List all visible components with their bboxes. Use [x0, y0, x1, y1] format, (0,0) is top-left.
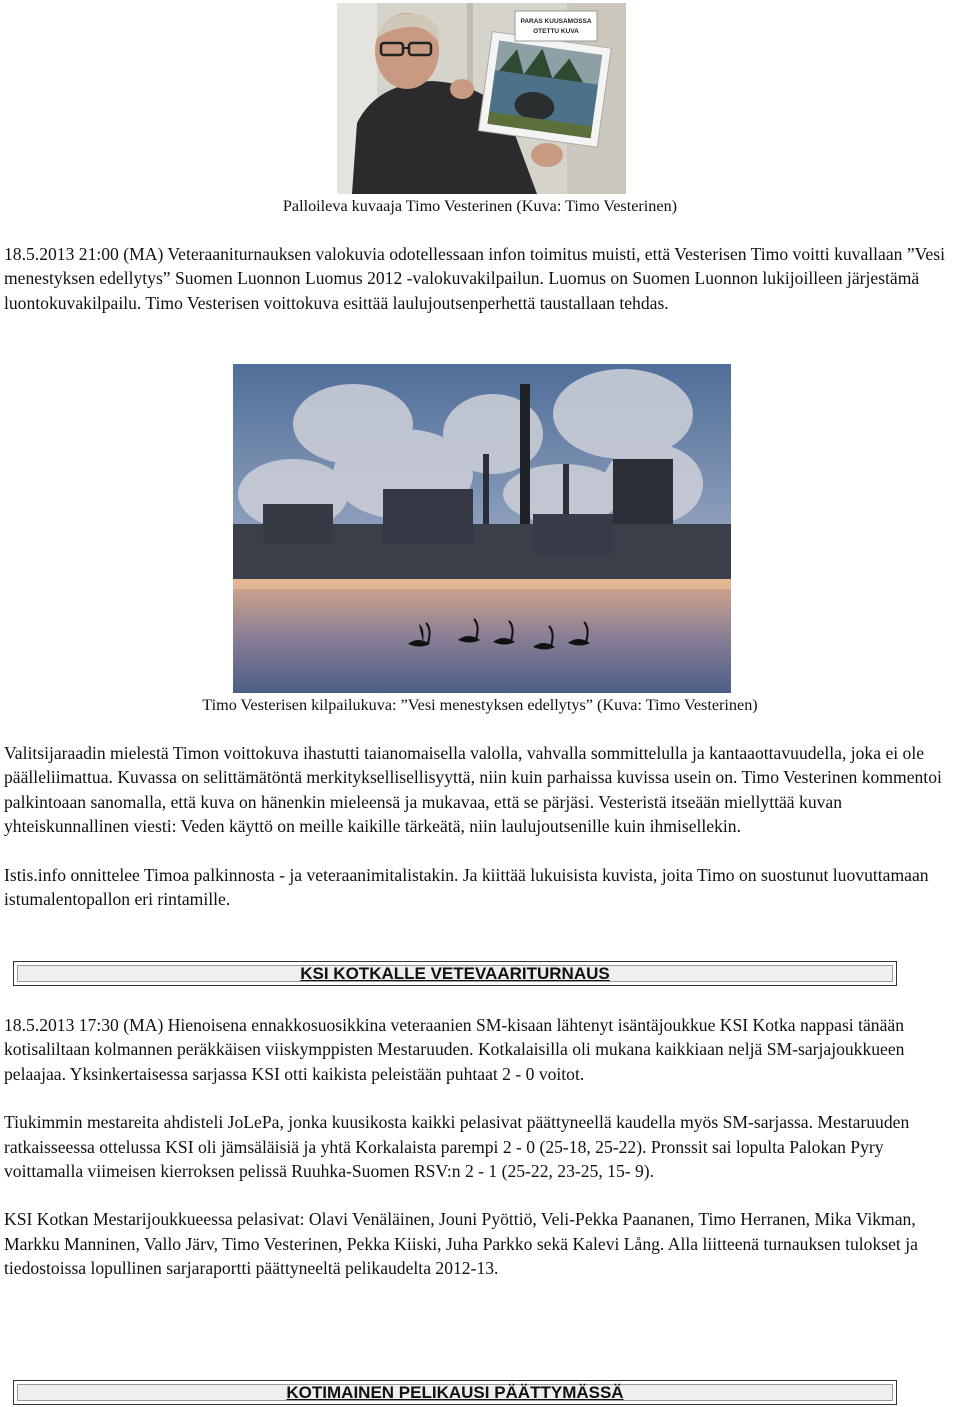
- article3-heading[interactable]: KOTIMAINEN PELIKAUSI PÄÄTTYMÄSSÄ: [286, 1383, 624, 1402]
- article1-paragraph-3: Istis.info onnittelee Timoa palkinnosta - ja veteraanimitalistakin. Ja kiittää lukuisista kuvista, joita Timo on suostunut luovuttamaan istumalentopallon eri rintamille.: [4, 864, 929, 910]
- photo2-caption: Timo Vesterisen kilpailukuva: ”Vesi menestyksen edellytys” (Kuva: Timo Vesterinen): [202, 696, 758, 714]
- article1-paragraph-2: Valitsijaraadin mielestä Timon voittokuva ihastutti taianomaisella valolla, vahvalla sommittelulla ja kantaaottavuudella, joka ei ole päälleliimattua. Kuvassa on selittämätöntä merkityksellisellisyyttä, niin kuin parhaissa kuvissa usein on. Timo Vesterinen kommentoi palkintoaan sanomalla, että kuva on hänenkin mieleensä ja mukavaa, että se pärjäsi. Vesteristä itseään miellyttää kuvan yhteiskunnallinen viesti: Veden käyttö on meille kaikille tärkeätä, niin laulujoutsenille kuin ihmisellekin.: [4, 743, 942, 837]
- factory-swans-photo: [233, 364, 731, 693]
- sign-line-1: PARAS KUUSAMOSSA: [520, 18, 592, 25]
- article1-body-part1: [4, 242, 954, 315]
- article2-paragraph-3: KSI Kotkan Mestarijoukkueessa pelasivat: Olavi Venäläinen, Jouni Pyöttiö, Veli-Pekka Paananen, Timo Herranen, Mika Vikman, Markku Manninen, Vallo Järv, Timo Vesterinen, Pekka Kiiski, Juha Parkko sekä Kalevi Lång. Alla liitteenä turnauksen tulokset ja tiedostoissa lopullinen sarjaraportti päättyneeltä pelikaudelta 2012-13.: [4, 1209, 918, 1279]
- article2-paragraph-1: 18.5.2013 17:30 (MA) Hienoisena ennakkosuosikkina veteraanien SM-kisaan lähtenyt isäntäjoukkue KSI Kotka nappasi tänään kotisaliltaan kolmannen peräkkäisen viiskymppisten Mestaruuden. Kotkalaisilla oli mukana kaikkiaan neljä SM-sarjajoukkueen pelaajaa. Yksinkertaisessa sarjassa KSI otti kaikista peleistään puhtaat 2 - 0 voitot.: [4, 1015, 905, 1084]
- article1-body-part2: [4, 741, 954, 911]
- photographer-illustration: [337, 3, 626, 194]
- article2-body: [4, 1013, 954, 1281]
- photographer-photo: [337, 3, 626, 194]
- photo1-caption: Palloileva kuvaaja Timo Vesterinen (Kuva: Timo Vesterinen): [282, 197, 678, 215]
- article3-heading-box: [13, 1380, 897, 1405]
- article1-paragraph-1: 18.5.2013 21:00 (MA) Veteraaniturnauksen valokuvia odotellessaan infon toimitus muisti, että Vesterisen Timo voitti kuvallaan ”Vesi menestyksen edellytys” Suomen Luonnon Luomus 2012 -valokuvakilpailun. Luomus on Suomen Luonnon lukijoilleen järjestämä luontokuvakilpailu. Timo Vesterisen voittokuva esittää laulujoutsenperhettä taustallaan tehdas.: [4, 244, 945, 313]
- article2-heading[interactable]: KSI KOTKALLE VETEVAARITURNAUS: [300, 964, 610, 983]
- article2-heading-box: [13, 961, 897, 986]
- sign-line-2: OTETTU KUVA: [533, 28, 579, 35]
- factory-swans-illustration: [233, 364, 731, 693]
- article2-paragraph-2: Tiukimmin mestareita ahdisteli JoLePa, jonka kuusikosta kaikki pelasivat päättyneellä kaudella myös SM-sarjassa. Mestaruuden ratkaisseessa ottelussa KSI oli jämsäläisiä ja yhtä Korkalaista parempi 2 - 0 (25-18, 25-22). Pronssit sai lopulta Palokan Pyry voittamalla viimeisen kierroksen pelissä Ruuhka-Suomen RSV:n 2 - 1 (25-22, 23-25, 15- 9).: [4, 1112, 910, 1182]
